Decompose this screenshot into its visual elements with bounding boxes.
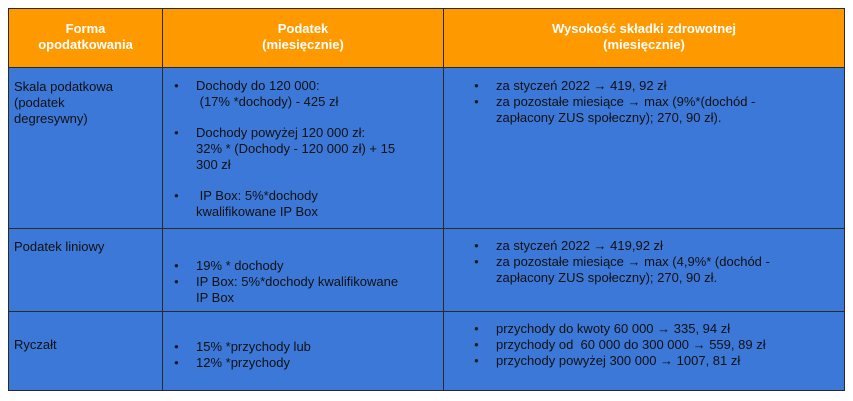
list-item-line: ● 12% *przychody [196,355,290,370]
list-item-line: IP Box [196,290,235,305]
list-item-line: 32% * (Dochody - 120 000 zł) + 15 [196,141,396,156]
list-item [496,78,840,94]
table-row [9,229,845,312]
health-list [449,238,840,286]
form-line: degresywny) [14,111,88,126]
page [8,8,845,391]
list-item-line: 300 zł [196,157,231,172]
form-cell [9,229,163,312]
list-item-line: ● za pozostałe miesiące → max (4,9%* (dochód - [496,254,770,269]
list-item-line: ● 15% *przychody lub [196,339,311,354]
list-item-line: ● przychody do kwoty 60 000 → 335, 94 zł [496,321,731,336]
header-health [444,9,845,68]
list-item-line: ● 19% * dochody [196,258,284,273]
list-item [196,258,439,274]
health-list [449,78,840,126]
list-item [196,188,439,220]
list-item [196,78,439,110]
header-health-line-2: (miesięcznie) [603,37,685,52]
list-item [196,125,439,173]
tax-cell [163,229,444,312]
health-list [449,321,840,369]
form-line: Ryczałt [14,337,57,352]
header-form-line-1: Forma [65,21,106,36]
tax-cell [163,312,444,391]
header-tax [163,9,444,68]
list-item-line: ● IP Box: 5%*dochody kwalifikowane [196,274,399,289]
form-cell [9,312,163,391]
list-item [496,321,840,337]
list-item-line: ● za styczeń 2022 → 419,92 zł [496,238,663,253]
list-item [496,94,840,126]
tax-cell [163,68,444,229]
list-item-line: ● Dochody powyżej 120 000 zł: [196,125,366,140]
tax-list [168,339,439,371]
tax-list [168,78,439,220]
list-item [196,355,439,371]
header-health-line-1: Wysokość składki zdrowotnej [552,21,736,36]
form-line: Podatek liniowy [14,239,105,254]
list-item [496,353,840,369]
form-cell [9,68,163,229]
list-item-line: ● za styczeń 2022 → 419, 92 zł [496,78,667,93]
list-item [496,238,840,254]
list-item-line: ● przychody powyżej 300 000 → 1007, 81 zł [496,353,741,368]
list-item-line: ● za pozostałe miesiące → max (9%*(dochód - [496,94,756,109]
list-item-line: kwalifikowane IP Box [196,204,318,219]
list-item [196,339,439,355]
form-line: Skala podatkowa [14,79,114,94]
health-cell [444,312,845,391]
table-row [9,312,845,391]
header-form [9,9,163,68]
header-tax-line-1: Podatek [277,21,329,36]
list-item-line: ● przychody od 60 000 do 300 000 → 559, 89 zł [496,337,766,352]
list-item-line: ● Dochody do 120 000: [196,78,320,93]
header-tax-line-2: (miesięcznie) [262,37,344,52]
list-item-line: (17% *dochody) - 425 zł [196,94,339,109]
tax-comparison-table [8,8,845,391]
health-cell [444,229,845,312]
list-item-line: zapłacony ZUS społeczny); 270, 90 zł. [496,270,718,285]
table-row [9,68,845,229]
list-item-line: ● IP Box: 5%*dochody [196,188,318,203]
header-form-line-2: opodatkowania [38,37,133,52]
health-cell [444,68,845,229]
list-item [496,337,840,353]
header-row [9,9,845,68]
form-line: (podatek [14,95,65,110]
list-item [496,254,840,286]
list-item-line: zapłacony ZUS społeczny); 270, 90 zł). [496,110,722,125]
list-item [196,274,439,306]
tax-list [168,258,439,306]
